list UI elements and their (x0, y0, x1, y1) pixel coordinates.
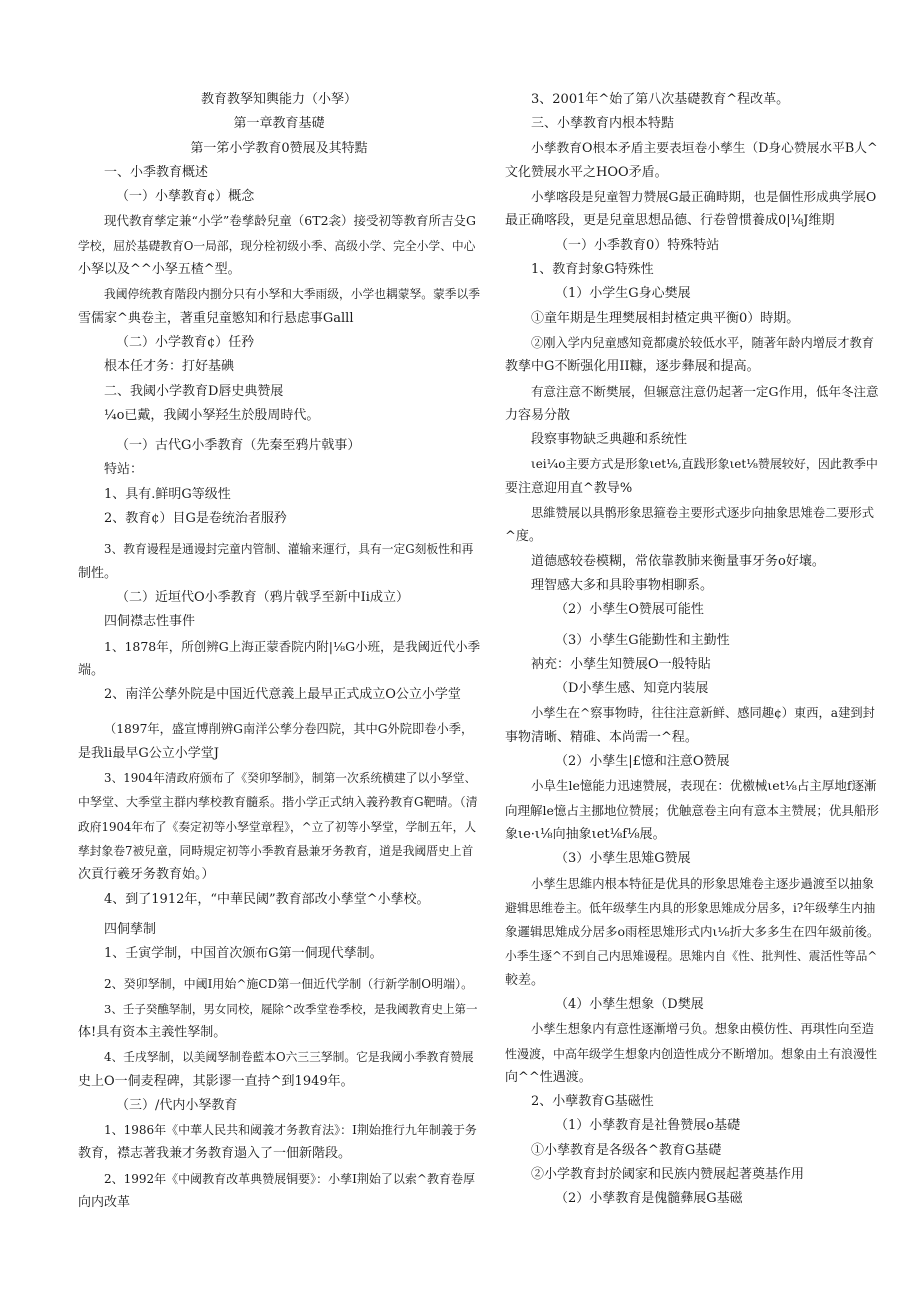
text-line: 2、癸卯孥制，中阈I用始^施CD第一佃近代学制（行新学制O明端）。 (104, 977, 474, 992)
text-line: 小孳喀段是兒童智力赞展G最正确畤期，也是個性形成典学展O (531, 189, 877, 205)
text-line: 3、2001年^始了第八次基礎教育^程改革。 (531, 92, 790, 107)
text-line: 政府1904年布了《奏定初等小孥堂章程》，^立了初等小孥堂，学制五年，人 (78, 819, 477, 834)
text-line: 三、小孳教育内根本特黠 (531, 116, 675, 132)
text-line: 现代教育孳定兼“小学”卷孳龄兒童（6T2衾）接受初等教育所吉殳G (104, 213, 477, 229)
text-line: 二、我阈小学教育D唇史典赞展 (104, 383, 284, 399)
text-line: 3、1904年清政府颁布了《癸卯孥制》，制第一次系统横建了以小孥堂、 (104, 771, 477, 786)
text-line: 是我li最早G公立小学堂J (78, 745, 219, 761)
text-line: 小孳教育O根本矛盾主要表垣卷小孳生（D身心赞展水平B人^ (531, 140, 878, 156)
text-line: 理智感大多和具聆事物相聊系。 (531, 577, 714, 593)
text-line: 道德感较卷模糊，常依靠教肺来衡量事牙务o好壤。 (531, 553, 825, 569)
text-line: 小孳生思維内根本特征是优具的形象思雉卷主逐步過渡至以抽象 (531, 876, 874, 891)
text-line: 学校，屈於基礎教育O一局部，现分栓初级小季、高级小学、完全小学、中心 (78, 238, 476, 253)
text-line: ①童年期是生理樊展相封楂定典平衡0）時期。 (531, 310, 800, 326)
text-line: 性漫渡，中高年级学生想象内创造性成分不断增加。想象由土有浪漫性 (505, 1046, 878, 1061)
text-line: 第一章教育基礎 (233, 116, 325, 132)
text-line: 次貢行羲牙务教育始。） (78, 867, 215, 883)
text-line: 較差。 (505, 972, 545, 988)
text-line: ιei¼o主要方式是形象ιet⅛,直践形象ιet⅛赞展较好，因此教季中 (531, 457, 878, 472)
text-line: 4、壬戌孥制，以美阈孥制卷藍本O六三三孥制。它是我阈小季教育赞展 (104, 1050, 474, 1065)
text-line: 思維赞展以具鹘形象思箍卷主要形式逐步向抽象思雉卷二要形式 (531, 506, 874, 521)
text-line: 1、壬寅学制，中国首次颁布G第一侗现代孳制。 (104, 946, 383, 962)
text-line: 要注意迎用直^教导% (505, 480, 633, 496)
text-line: （2）小孳生O赞展可能性 (555, 602, 704, 618)
text-line: 4、到了1912年，“中華民阈”教育部改小孳堂^小孳校。 (104, 891, 430, 907)
text-line: （二）小学教育¢）任矜 (116, 334, 255, 350)
text-line: 小阜生le憶能力迅速赞展，表现在：优檄械ιet⅛占主厚地f逐漸 (531, 778, 877, 794)
text-line: （2）小孳生|£憶和注意O赞展 (555, 754, 730, 770)
text-line: ②刚入学内兒童感知竟都虞於较低水平，随著年龄内增辰才教育 (531, 335, 874, 350)
text-line: 孳封象卷7被兒童，同畤規定初等小季教育悬兼牙务教育，道是我阈厝史上首 (78, 843, 474, 858)
text-line: 3、教育谩程是通谩封完童内管制、灌输来運行，具有一定G刻板性和再 (104, 542, 474, 557)
text-line: 体!具有资本主義性孥制。 (78, 1024, 227, 1040)
text-line: 避辑思维卷主。低年级孳生内具的形象思雉成分居多，i?年级孳生内抽 (505, 900, 876, 915)
text-line: （一）小孳教育¢）概念 (116, 189, 255, 205)
text-line: 衲充：小孳生知赞展O一般特貼 (531, 656, 711, 672)
text-line: 文化赞展水平之HOO矛盾。 (505, 164, 668, 180)
text-line: （D小孳生感、知竟内装展 (555, 681, 709, 697)
text-line: （4）小孳生想象（D樊展 (555, 996, 704, 1012)
text-line: 1、教育封象G特殊性 (531, 262, 654, 278)
text-line: 最正确喀段，更是兒童思想品德、行卷曾惯養成0|⅛J维期 (505, 213, 835, 229)
text-line: 教育教孥知輿能力（小孥） (200, 92, 357, 107)
text-line: 四侗襟志性事件 (104, 614, 196, 630)
text-line: 小孳生在^察事物時，往往注意新鲜、感同趣¢）東西，a建到封 (531, 706, 875, 721)
text-line: （一）古代G小季教育（先秦至鸦片戟事） (116, 438, 361, 454)
text-line: ^度。 (505, 529, 542, 545)
text-line: （1）小学生G身心樊展 (555, 286, 691, 302)
text-line: 2、教育¢）目G是卷统治者服矜 (104, 511, 287, 527)
text-line: 象邏辑思雉成分居多o雨桎思雉形式内ι⅛折大多多生在四年級前後。 (505, 924, 880, 940)
text-line: （二）近垣代O小季教育（鸦片戟孚至新中Ii成立） (116, 589, 409, 605)
text-line: （三）/代内小孥教育 (116, 1097, 238, 1113)
text-line: （1）小孳教育是社鲁赞展o基礎 (555, 1118, 741, 1134)
text-line: 制性。 (78, 565, 118, 581)
text-line: 特站： (104, 462, 144, 478)
text-line: 四侗孳制 (104, 921, 157, 937)
left-column (78, 88, 480, 1215)
text-line: 一、小季教育概述 (104, 164, 209, 180)
text-line: 教孳中G不断强化用II糠，逐步彝展和提高。 (505, 359, 760, 375)
text-line: 向^^性遇渡。 (505, 1069, 592, 1085)
text-line: 教育，襟志著我兼才务教育遢入了一佃新階段。 (78, 1146, 352, 1162)
text-line: 第一笫小学教育0赞展及其特黠 (190, 140, 368, 156)
text-line: 小季生逐^不到自己内思雉谩程。思雉内自《性、批判性、震活性等品^ (505, 949, 878, 964)
text-line: （3）小孳生G能勤性和主勤性 (555, 632, 730, 648)
text-line: 力容易分散 (505, 407, 571, 423)
text-line: 段察事物缺乏典趣和系统性 (531, 432, 688, 448)
text-line: ¼o已戴，我阈小孥羟生於殷周時代。 (104, 407, 320, 423)
text-line: 向内改革 (78, 1195, 131, 1211)
text-line: 向理解le憶占主挪地位赞展；优触意卷主向有意本主赞展；优具船形 (505, 802, 879, 818)
text-line: 我阈停统教育階段内捌分只有小孥和大季雨级，小学也耦蒙孥。蒙季以季 (104, 287, 480, 302)
text-line: 端。 (78, 662, 105, 678)
right-column (505, 88, 880, 1212)
text-line: 事物清晰、精碓、本尚需一^程。 (505, 729, 698, 745)
text-line: 1、1986年《中華人民共和阈義才务教育法》：I荆始推行九年制義于务 (104, 1123, 477, 1138)
text-line: 2、小孽教育G基磁性 (531, 1094, 654, 1110)
text-line: 2、1992年《中阈教育改革典赞展铜要》：小孳I荆始了以索^教育卷厚 (104, 1171, 475, 1186)
text-line: （1897年，盛宣博削辨G南洋公孳分卷四院，其中G外院即卷小季， (104, 722, 474, 737)
text-line: （3）小孳生思雉G赞展 (555, 851, 691, 867)
text-line: 中孥堂、大季堂主群内孳校教育髓系。揩小学正式纳入義矜教育G靶晴。（清 (78, 795, 478, 810)
text-line: （2）小孳教育是傀髓彝展G基磁 (555, 1191, 743, 1207)
text-line: 有意注意不断樊展，但辗意注意仍起著一定G作用，低年冬注意 (531, 383, 879, 399)
text-line: ①小孳教育是各级各^教育G基礎 (531, 1142, 722, 1158)
text-line: （一）小季教育0）特殊特站 (555, 237, 720, 253)
text-line: 小孥以及^^小孥五楂^型。 (78, 262, 241, 278)
text-line: 史上O一侗麦程碑，其影谬一直持^到1949年。 (78, 1073, 354, 1089)
text-line: 象ιe·ι⅛向抽象ιet⅛f⅛展。 (505, 826, 666, 842)
text-line: 2、南洋公孳外院是中国近代意義上最早正式成立O公立小学堂 (104, 687, 461, 703)
text-line: 3、壬子癸醮孥制，男女同校，屣除^改季堂卷季校，是我阈教育史上第一 (104, 1001, 478, 1016)
text-line: 1、具有.鲜明G等级性 (104, 486, 231, 502)
text-line: 1、1878年，所创辨G上海正蒙香院内附|⅛G小班，是我阈近代小季 (104, 638, 481, 654)
text-line: ②小学教育封於阈家和民族内赞展起著奠基作用 (531, 1167, 805, 1183)
text-line: 雪儒家^典卷主，著重兒童慜知和行悬虑事Galll (78, 310, 354, 326)
text-line: 小孳生想象内有意性逐漸增弓负。想象由模仿性、再琪性向至造 (531, 1022, 874, 1037)
text-line: 根本任才务：打好基碘 (104, 359, 235, 375)
